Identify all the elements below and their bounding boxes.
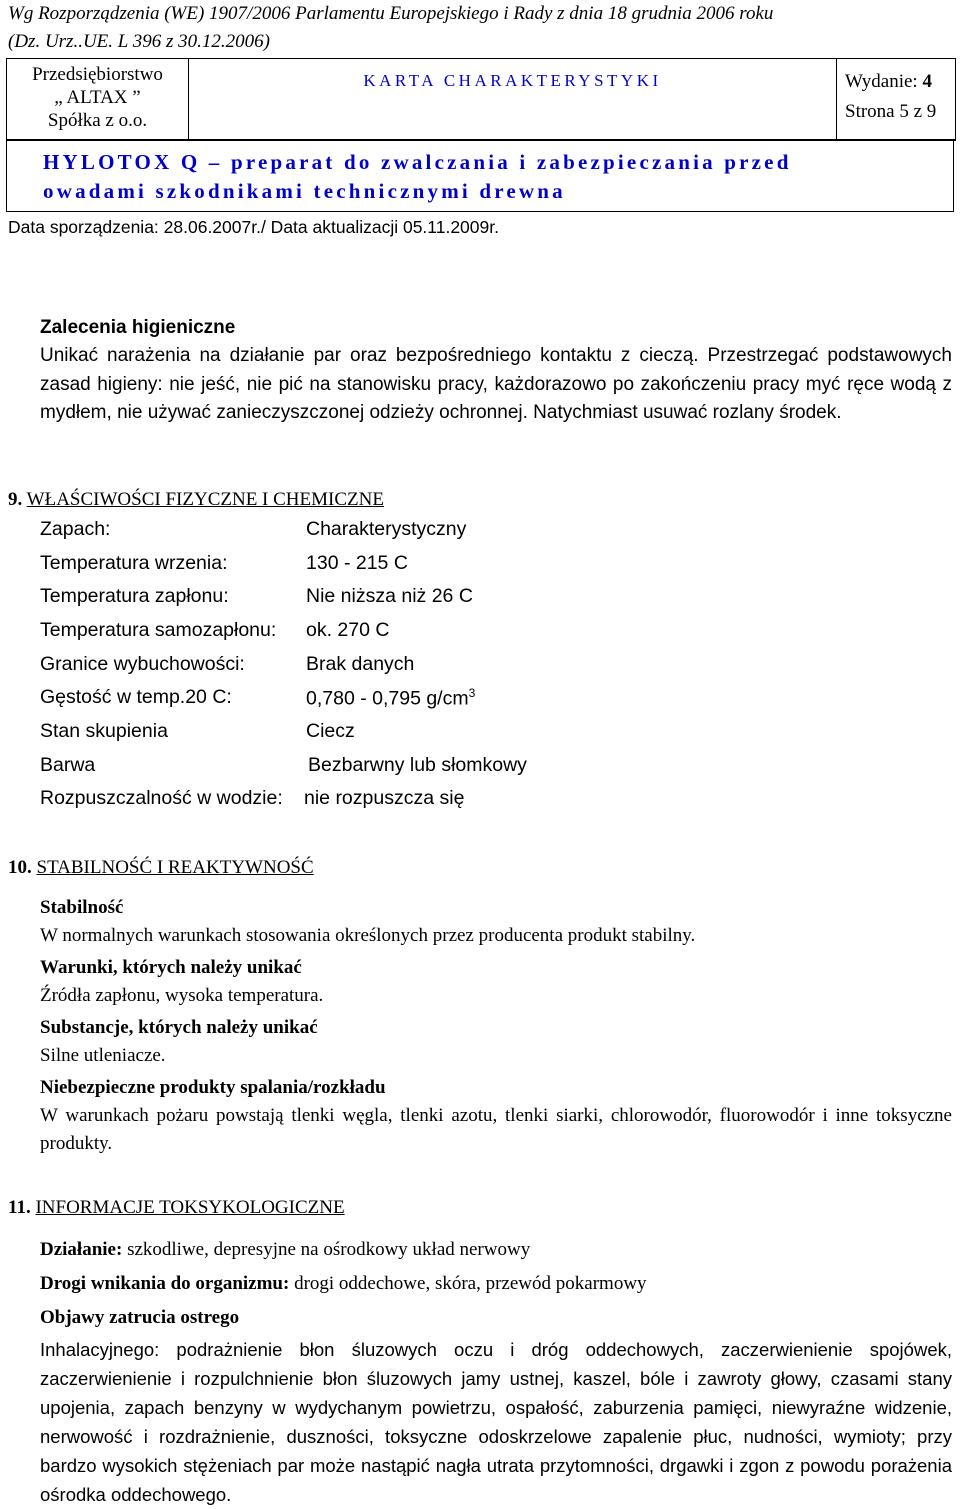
company-line-3: Spółka z o.o.: [47, 110, 148, 131]
section-number: 10.: [8, 857, 32, 878]
routes-label: Drogi wnikania do organizmu:: [40, 1273, 290, 1294]
property-label: Barwa: [40, 754, 96, 776]
card-title: KARTA CHARAKTERYSTYKI: [189, 59, 837, 139]
symptoms-text: Inhalacyjnego: podrażnienie błon śluzowych oczu i dróg oddechowych, zaczerwienienie spojówek, zaczerwienienie i rozpulchnienie błon śluzowych jamy ustnej, kaszel, bóle i zawroty głowy, czasami stany upojenia, zapach benzyny w wydychanym powietrzu, ospałość, zaburzenia pamięci, niewyraźne widzenie, nerwowość i rozdrażnienie, duszności, toksyczne odoskrzelowe zapalenie płuc, nudności, wymioty; przy bardzo wysokich stężeniach par może nastąpić nagła utrata przytomności, drgawki i zgon z powodu porażenia ośrodka oddechowego.: [40, 1339, 952, 1505]
product-line-1: HYLOTOX Q – preparat do zwalczania i zabezpieczania przed: [43, 150, 792, 174]
header-top-row: [6, 58, 956, 141]
property-value: Charakterystyczny: [306, 518, 467, 540]
symptoms-heading: Objawy zatrucia ostrego: [40, 1307, 240, 1328]
property-label: Zapach:: [40, 518, 111, 540]
property-label: Rozpuszczalność w wodzie:: [40, 787, 283, 809]
company-line-1: Przedsiębiorstwo: [32, 64, 163, 85]
routes-text: drogi oddechowe, skóra, przewód pokarmowy: [294, 1273, 647, 1294]
property-label: Temperatura samozapłonu:: [40, 619, 277, 641]
regulation-header: [8, 0, 953, 56]
avoid-conditions-heading: Warunki, których należy unikać: [40, 957, 302, 978]
density-exponent: 3: [468, 686, 476, 700]
regulation-line-1: Wg Rozporządzenia (WE) 1907/2006 Parlamentu Europejskiego i Rady z dnia 18 grudnia 2006 roku: [8, 3, 774, 24]
edition-info: [845, 67, 955, 97]
property-value: Bezbarwny lub słomkowy: [308, 754, 527, 776]
toxicology-routes: [40, 1270, 952, 1298]
section-number: 11.: [8, 1197, 31, 1218]
stability-block: [40, 894, 952, 950]
section-10-heading: [8, 855, 314, 881]
page-number: Strona 5 z 9: [845, 101, 937, 122]
section-11-heading: [8, 1195, 345, 1221]
document-header-table: [6, 58, 956, 214]
edition-value: 4: [922, 71, 932, 92]
avoid-conditions-text: Źródła zapłonu, wysoka temperatura.: [40, 985, 324, 1006]
action-label: Działanie:: [40, 1239, 123, 1260]
edition-cell: [837, 59, 955, 139]
section-title: WŁAŚCIWOŚCI FIZYCZNE I CHEMICZNE: [26, 489, 384, 510]
toxicology-action: [40, 1236, 952, 1264]
document-dates: Data sporządzenia: 28.06.2007r./ Data aktualizacji 05.11.2009r.: [8, 217, 499, 237]
property-label: Gęstość w temp.20 C:: [40, 686, 232, 708]
avoid-substances-block: [40, 1014, 952, 1070]
property-value: Ciecz: [306, 720, 355, 742]
avoid-conditions-block: [40, 954, 952, 1010]
stability-heading: Stabilność: [40, 897, 124, 918]
stability-text: W normalnych warunkach stosowania określonych przez producenta produkt stabilny.: [40, 925, 696, 946]
property-value: nie rozpuszcza się: [304, 787, 465, 809]
property-label: Temperatura zapłonu:: [40, 585, 229, 607]
hazardous-products-text: W warunkach pożaru powstają tlenki węgla, tlenki azotu, tlenki siarki, chlorowodór, fluorowodór i inne toksyczne produkty.: [40, 1105, 952, 1154]
action-text: szkodliwe, depresyjne na ośrodkowy układ nerwowy: [127, 1239, 531, 1260]
property-label: Granice wybuchowości:: [40, 653, 245, 675]
property-value: 130 - 215 C: [306, 552, 408, 574]
hygiene-text: Unikać narażenia na działanie par oraz bezpośredniego kontaktu z cieczą. Przestrzegać podstawowych zasad higieny: nie jeść, nie pić na stanowisku pracy, każdorazowo po zakończeniu pracy myć ręce wodą z mydłem, nie używać zanieczyszczonej odzieży ochronnej. Natychmiast usuwać rozlany środek.: [40, 345, 952, 423]
property-value: Nie niższa niż 26 C: [306, 585, 473, 607]
property-label: Stan skupienia: [40, 720, 168, 742]
hygiene-section: [40, 314, 952, 428]
product-title: [6, 140, 954, 212]
hygiene-heading: Zalecenia higieniczne: [40, 317, 236, 338]
product-line-2: owadami szkodnikami technicznymi drewna: [43, 179, 566, 203]
company-cell: [7, 59, 189, 139]
hazardous-products-heading: Niebezpieczne produkty spalania/rozkładu: [40, 1077, 386, 1098]
avoid-substances-text: Silne utleniacze.: [40, 1045, 166, 1066]
section-title: STABILNOŚĆ I REAKTYWNOŚĆ: [36, 857, 314, 878]
property-value: [306, 686, 475, 711]
regulation-line-2: (Dz. Urz..UE. L 396 z 30.12.2006): [8, 31, 270, 52]
hazardous-products-block: [40, 1074, 952, 1158]
density-value: 0,780 - 0,795 g/cm: [306, 687, 469, 710]
property-label: Temperatura wrzenia:: [40, 552, 228, 574]
property-value: Brak danych: [306, 653, 415, 675]
avoid-substances-heading: Substancje, których należy unikać: [40, 1017, 318, 1038]
section-number: 9.: [8, 489, 23, 510]
property-value: ok. 270 C: [306, 619, 390, 641]
section-9-heading: [8, 487, 384, 513]
company-name: „ ALTAX ”: [54, 87, 141, 108]
section-title: INFORMACJE TOKSYKOLOGICZNE: [35, 1197, 345, 1218]
edition-label: Wydanie:: [845, 71, 918, 92]
